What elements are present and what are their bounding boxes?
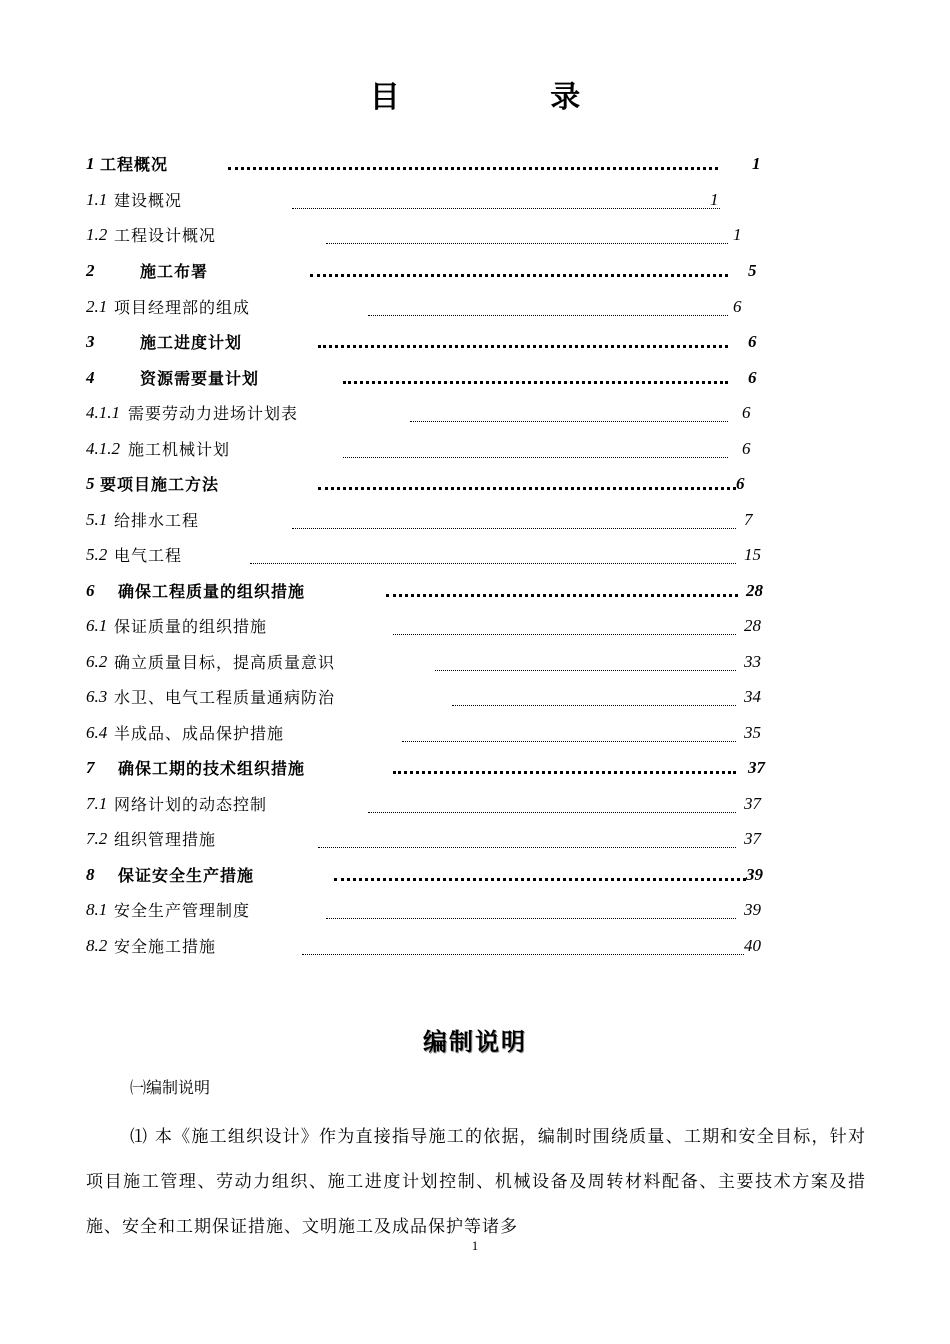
toc-entry[interactable] [0, 612, 950, 642]
toc-entry-page: 35 [744, 723, 761, 742]
toc-entry-label: 需要劳动力进场计划表 [128, 404, 299, 423]
toc-leader-dots [292, 208, 720, 209]
toc-entry[interactable] [0, 896, 950, 926]
toc-entry-number: 8 [86, 865, 95, 884]
toc-entry[interactable] [0, 257, 950, 287]
toc-entry-number: 4.1.2 [86, 439, 120, 458]
section-subhead: ㈠编制说明 [130, 1078, 211, 1097]
toc-entry[interactable] [0, 861, 950, 891]
toc-entry-label: 组织管理措施 [114, 830, 217, 849]
toc-leader-dots [368, 812, 736, 813]
toc-entry-label: 施工机械计划 [128, 440, 231, 459]
toc-entry-label: 资源需要量计划 [140, 369, 260, 388]
toc-leader-dots [310, 274, 728, 277]
toc-entry-label: 网络计划的动态控制 [114, 795, 268, 814]
toc-entry-label: 要项目施工方法 [100, 475, 220, 494]
toc-leader-dots [368, 315, 728, 316]
toc-entry[interactable] [0, 328, 950, 358]
toc-entry[interactable] [0, 506, 950, 536]
toc-entry-label: 半成品、成品保护措施 [114, 724, 285, 743]
toc-leader-dots [402, 741, 736, 742]
toc-leader-dots [393, 771, 736, 774]
toc-entry-number: 8.2 [86, 936, 108, 955]
toc-entry[interactable] [0, 293, 950, 323]
toc-entry-page: 1 [752, 154, 761, 173]
toc-entry[interactable] [0, 150, 950, 180]
toc-entry-page: 15 [744, 545, 761, 564]
toc-entry-number: 2.1 [86, 297, 108, 316]
toc-entry-number: 5.2 [86, 545, 108, 564]
toc-entry-number: 6 [86, 581, 95, 600]
toc-entry-number: 6.4 [86, 723, 108, 742]
toc-entry-number: 7.2 [86, 829, 108, 848]
toc-entry[interactable] [0, 683, 950, 713]
toc-entry-page: 33 [744, 652, 761, 671]
toc-entry-number: 6.3 [86, 687, 108, 706]
toc-leader-dots [318, 345, 728, 348]
toc-entry-page: 1 [710, 190, 719, 209]
toc-entry-number: 4.1.1 [86, 403, 120, 422]
toc-leader-dots [302, 954, 744, 955]
toc-entry-page: 28 [744, 616, 761, 635]
toc-entry-number: 8.1 [86, 900, 108, 919]
toc-leader-dots [452, 705, 736, 706]
toc-entry-number: 2 [86, 261, 95, 280]
toc-entry-label: 安全施工措施 [114, 937, 217, 956]
page-title: 目 录 [369, 80, 651, 115]
section-title: 编制说明 [423, 1028, 527, 1056]
toc-entry-number: 6.1 [86, 616, 108, 635]
toc-entry-page: 1 [733, 225, 742, 244]
toc-entry-label: 电气工程 [114, 546, 183, 565]
toc-entry-label: 给排水工程 [114, 511, 200, 530]
toc-leader-dots [386, 594, 738, 597]
toc-entry-number: 3 [86, 332, 95, 351]
toc-entry[interactable] [0, 221, 950, 251]
toc-entry-label: 保证安全生产措施 [118, 866, 255, 885]
toc-entry-number: 7.1 [86, 794, 108, 813]
toc-entry-label: 保证质量的组织措施 [114, 617, 268, 636]
toc-entry-label: 项目经理部的组成 [114, 298, 251, 317]
toc-leader-dots [318, 847, 736, 848]
toc-entry[interactable] [0, 577, 950, 607]
toc-entry-label: 施工进度计划 [140, 333, 243, 352]
toc-entry[interactable] [0, 932, 950, 962]
toc-entry-page: 6 [736, 474, 745, 493]
toc-entry[interactable] [0, 186, 950, 216]
toc-entry-label: 确立质量目标，提高质量意识 [114, 653, 336, 672]
toc-entry-page: 7 [744, 510, 753, 529]
toc-entry[interactable] [0, 541, 950, 571]
toc-entry-page: 6 [733, 297, 742, 316]
toc-entry[interactable] [0, 648, 950, 678]
toc-leader-dots [326, 918, 736, 919]
toc-entry[interactable] [0, 364, 950, 394]
toc-entry-number: 1.1 [86, 190, 108, 209]
toc-entry-page: 39 [746, 865, 763, 884]
toc-leader-dots [334, 878, 746, 881]
toc-leader-dots [343, 457, 728, 458]
toc-leader-dots [410, 421, 728, 422]
toc-entry-page: 6 [748, 368, 757, 387]
body-paragraph: ⑴ 本《施工组织设计》作为直接指导施工的依据，编制时围绕质量、工期和安全目标，针对项目施工管理、劳动力组织、施工进度计划控制、机械设备及周转材料配备、主要技术方案及措施、安全和工期保证措施、文明施工及成品保护等诸多 [86, 1127, 866, 1237]
toc-entry-label: 确保工期的技术组织措施 [118, 759, 306, 778]
toc-leader-dots [250, 563, 736, 564]
toc-entry-page: 28 [746, 581, 763, 600]
toc-entry[interactable] [0, 719, 950, 749]
toc-leader-dots [393, 634, 736, 635]
toc-leader-dots [326, 243, 728, 244]
toc-entry-label: 工程设计概况 [114, 226, 217, 245]
toc-entry-page: 6 [742, 439, 751, 458]
toc-entry[interactable] [0, 754, 950, 784]
toc-leader-dots [343, 381, 728, 384]
toc-entry-page: 34 [744, 687, 761, 706]
toc-entry[interactable] [0, 825, 950, 855]
toc-entry-label: 建设概况 [114, 191, 183, 210]
toc-entry[interactable] [0, 399, 950, 429]
toc-leader-dots [318, 487, 736, 490]
toc-entry-number: 7 [86, 758, 95, 777]
toc-entry-page: 6 [748, 332, 757, 351]
toc-leader-dots [435, 670, 736, 671]
toc-entry-page: 6 [742, 403, 751, 422]
toc-entry-label: 施工布署 [140, 262, 209, 281]
toc-entry-page: 39 [744, 900, 761, 919]
toc-entry-page: 37 [744, 794, 761, 813]
toc-entry[interactable] [0, 435, 950, 465]
toc-entry-label: 水卫、电气工程质量通病防治 [114, 688, 336, 707]
toc-entry-label: 工程概况 [100, 155, 169, 174]
toc-entry[interactable] [0, 470, 950, 500]
toc-entry-number: 5.1 [86, 510, 108, 529]
toc-entry-label: 确保工程质量的组织措施 [118, 582, 306, 601]
toc-entry-page: 37 [744, 829, 761, 848]
toc-entry-number: 1.2 [86, 225, 108, 244]
toc-entry-page: 37 [748, 758, 765, 777]
toc-entry-number: 4 [86, 368, 95, 387]
toc-entry-number: 6.2 [86, 652, 108, 671]
toc-entry-number: 1 [86, 154, 95, 173]
toc-leader-dots [228, 167, 718, 170]
toc-entry[interactable] [0, 790, 950, 820]
toc-leader-dots [292, 528, 736, 529]
footer-page-number: 1 [471, 1238, 479, 1253]
toc-entry-page: 40 [744, 936, 761, 955]
toc-entry-number: 5 [86, 474, 95, 493]
toc-entry-label: 安全生产管理制度 [114, 901, 251, 920]
toc-entry-page: 5 [748, 261, 757, 280]
